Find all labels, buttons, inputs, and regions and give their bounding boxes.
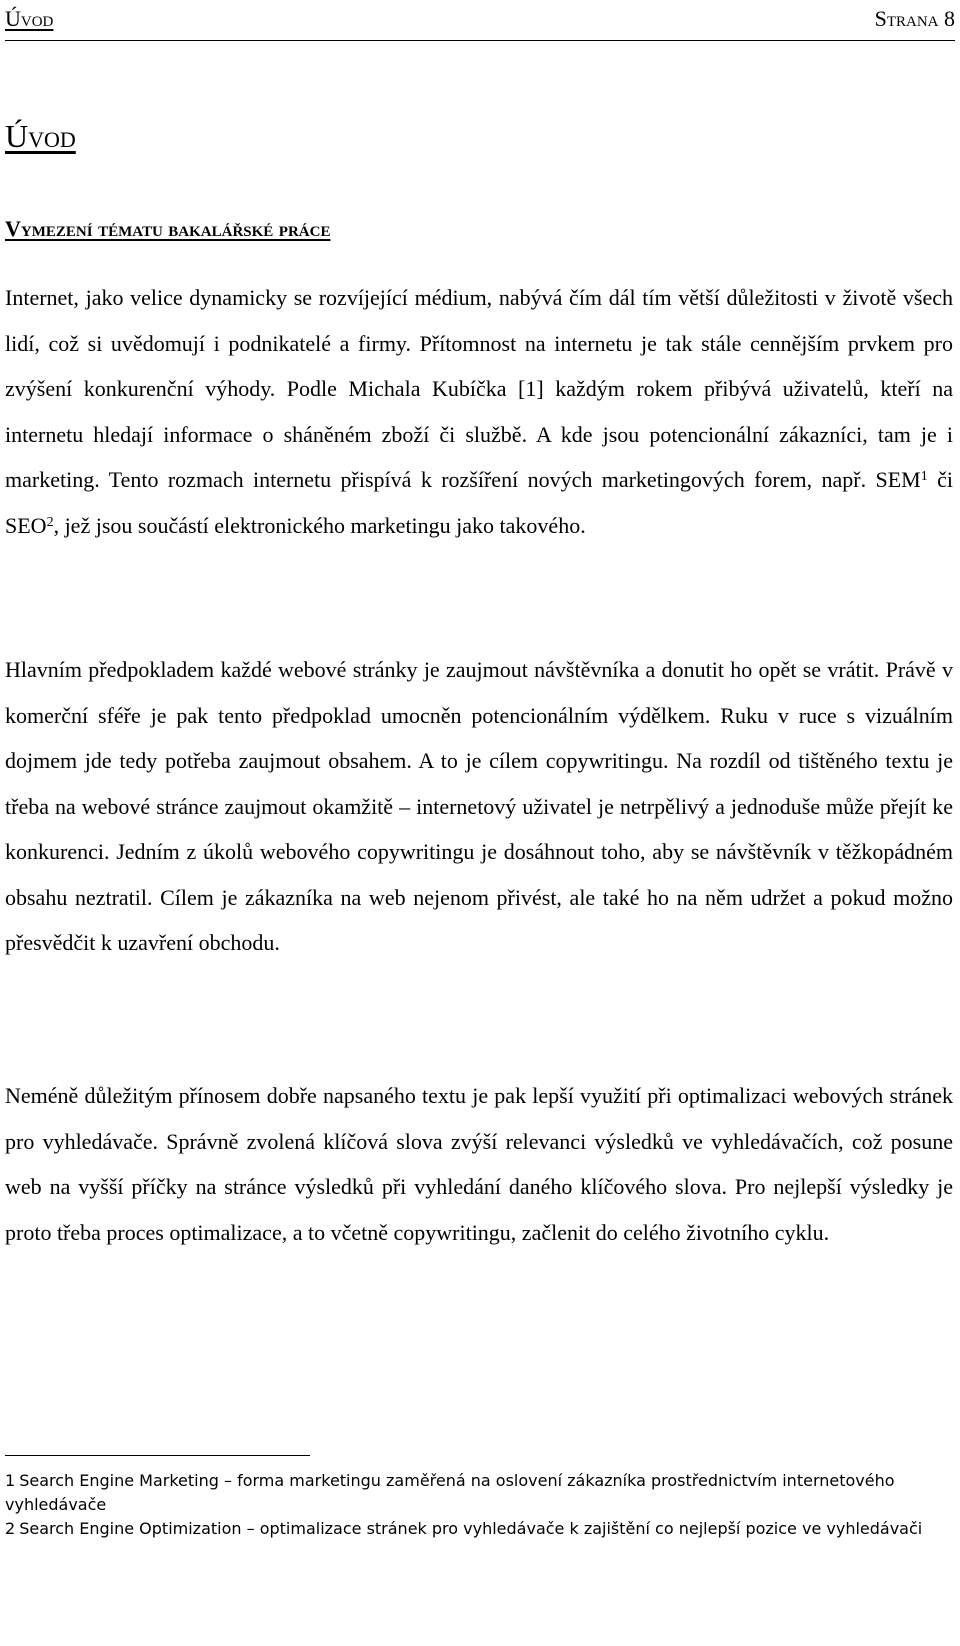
- footnote-separator: [5, 1455, 310, 1456]
- footnote-2: [5, 1517, 955, 1541]
- header-page-number: Strana 8: [874, 6, 955, 31]
- footnote-2-number: 2: [5, 1519, 16, 1538]
- chapter-title: Úvod: [5, 118, 76, 154]
- footnote-ref-1: 1: [920, 469, 928, 484]
- section-title: Vymezení tématu bakalářské práce: [5, 216, 331, 241]
- paragraph-2: Hlavním předpokladem každé webové stránky je zaujmout návštěvníka a donutit ho opět se vrátit. Právě v komerční sféře je pak tento předpoklad umocněn potencionálním výdělkem. Ruku v ruce s vizuálním dojmem jde tedy potřeba zaujmout obsahem. A to je cílem copywritingu. Na rozdíl od tištěného textu je třeba na webové stránce zaujmout okamžitě – internetový uživatel je netrpělivý a jednoduše může přejít ke konkurenci. Jedním z úkolů webového copywritingu je dosáhnout toho, aby se návštěvník v těžkopádném obsahu neztratil. Cílem je zákazníka na web nejenom přivést, ale také ho na něm udržet a pokud možno přesvědčit k uzavření obchodu.: [5, 657, 953, 955]
- header-section-label: Úvod: [5, 6, 54, 31]
- footnote-1-text: Search Engine Marketing – forma marketingu zaměřená na oslovení zákazníka prostřednictvím internetového vyhledávače: [5, 1471, 895, 1514]
- paragraph-1: [5, 275, 953, 548]
- footnote-1-number: 1: [5, 1471, 16, 1490]
- paragraph-3: Neméně důležitým přínosem dobře napsaného textu je pak lepší využití při optimalizaci webových stránek pro vyhledávače. Správně zvolená klíčová slova zvýší relevanci výsledků ve vyhledávačích, což posune web na vyšší příčky na stránce výsledků při vyhledání daného klíčového slova. Pro nejlepší výsledky je proto třeba proces optimalizace, a to včetně copywritingu, začlenit do celého životního cyklu.: [5, 1083, 953, 1245]
- footnote-2-text: Search Engine Optimization – optimalizace stránek pro vyhledávače k zajištění co nejlepší pozice ve vyhledávači: [19, 1519, 923, 1538]
- footnote-1: [5, 1469, 955, 1517]
- paragraph-1-text-c: , jež jsou součástí elektronického marketingu jako takového.: [53, 512, 586, 538]
- running-header: [5, 2, 955, 41]
- footnote-ref-2: 2: [46, 514, 54, 530]
- paragraph-1-text-a: Internet, jako velice dynamicky se rozvíjející médium, nabývá čím dál tím větší důležitosti v životě všech lidí, což si uvědomují i podnikatelé a firmy. Přítomnost na internetu je tak stále cennějším prvkem pro zvýšení konkurenční výhody. Podle Michala Kubíčka [1] každým rokem přibývá uživatelů, kteří na internetu hledají informace o sháněném zboží či službě. A kde jsou potencionální zákazníci, tam je i marketing. Tento rozmach internetu přispívá k rozšíření nových marketingových forem, např. SEM: [5, 285, 953, 492]
- paragraph-1-text-b: či SEO: [5, 467, 953, 538]
